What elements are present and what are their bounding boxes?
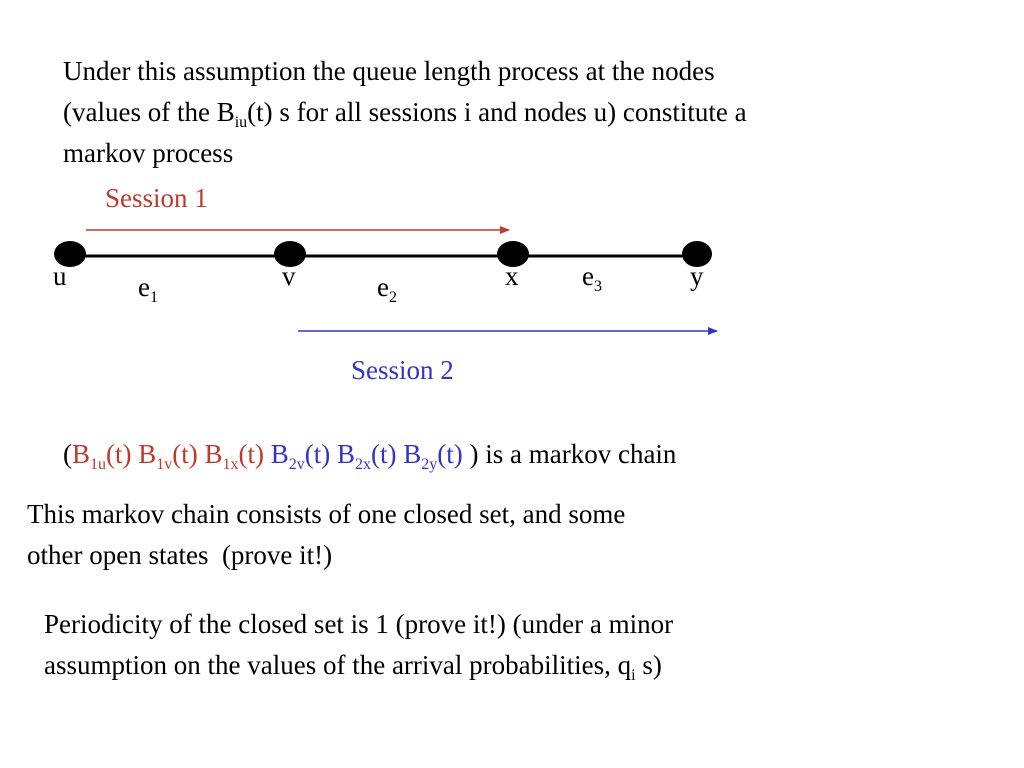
term-b2v: $B_{2v}(t)$ [270,439,337,473]
term-b1x: $B_{1x}(t)$ [204,439,271,473]
term-b2x: $B_{2x}(t)$ [337,439,404,473]
edge-label-e2-sub: 2 [388,289,397,306]
edge-label-e3-base: e [582,261,594,291]
periodicity-paragraph [44,604,673,686]
intro-line-3: markov process [63,138,234,168]
intro-line-2-post: (t) s for all sessions i and nodes u) constitute a [247,97,747,127]
node-label-u: u [53,261,67,291]
intro-line-2-pre: (values of the B [63,97,235,127]
closed-set-paragraph [27,494,625,576]
edge-label-e1-sub: 1 [149,289,158,306]
markov-suffix: ) is a markov chain [469,439,677,469]
periodicity-line-2-post: s) [635,650,662,680]
edge-label-e1 [138,272,158,306]
periodicity-line-2-pre: assumption on the values of the arrival probabilities, q [44,650,632,680]
edge-label-e1-base: e [138,272,150,302]
closed-set-line-2: other open states (prove it!) [27,540,333,570]
periodicity-line-1: Periodicity of the closed set is 1 (prove it!) (under a minor [44,609,674,639]
intro-line-2-sub: iu [234,114,248,131]
node-label-y: y [690,261,704,291]
term-b1u: $B_{1u}(t)$ [72,439,139,473]
node-label-v: v [282,261,296,291]
intro-line-1: Under this assumption the queue length process at the nodes [63,56,715,86]
closed-set-line-1: This markov chain consists of one closed set, and some [27,499,626,529]
edge-label-e2 [377,272,397,306]
markov-chain-statement [63,434,676,475]
session2-label: Session 2 [351,355,454,385]
periodicity-line-2-sub: i [631,667,636,684]
node-label-x: x [505,261,519,291]
markov-open-paren: ( [63,439,72,469]
term-b1v: $B_{1v}(t)$ [138,439,205,473]
edge-label-e3 [582,261,602,295]
edge-label-e3-sub: 3 [593,278,602,295]
session1-label: Session 1 [105,183,208,213]
term-b2y: $B_{2y}(t)$ [403,439,470,473]
periodicity-line-2 [44,645,673,686]
edge-label-e2-base: e [377,272,389,302]
